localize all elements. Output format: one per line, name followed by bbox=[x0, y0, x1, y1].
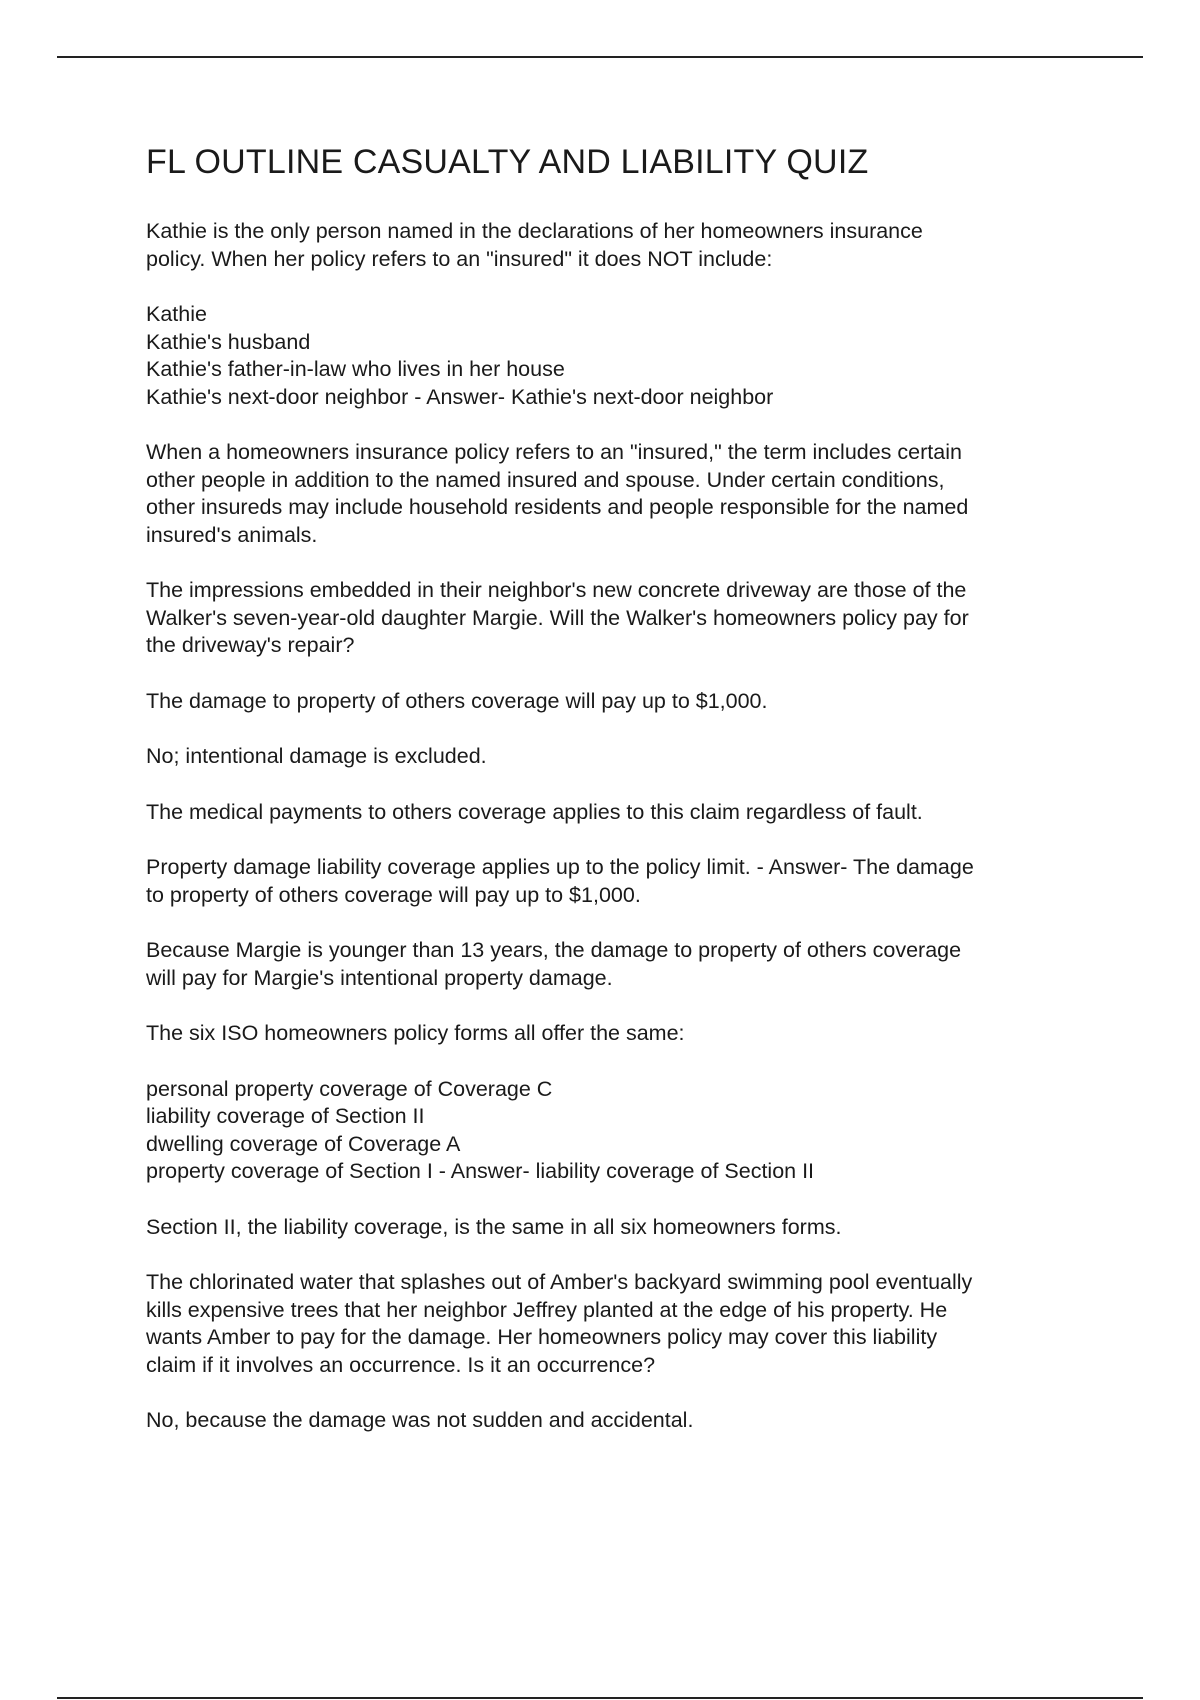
text-line: Kathie's next-door neighbor - Answer- Kathie's next-door neighbor bbox=[146, 384, 774, 409]
text-line: No; intentional damage is excluded. bbox=[146, 744, 487, 768]
paragraph bbox=[146, 799, 1106, 827]
text-line: will pay for Margie's intentional property damage. bbox=[146, 965, 613, 990]
text-line: Kathie's father-in-law who lives in her house bbox=[146, 357, 565, 381]
text-line: the driveway's repair? bbox=[146, 633, 355, 657]
paragraph bbox=[146, 1407, 1106, 1435]
text-line: policy. When her policy refers to an "insured" it does NOT include: bbox=[146, 246, 773, 271]
paragraph bbox=[146, 1214, 1106, 1242]
bottom-rule bbox=[57, 1697, 1143, 1699]
text-line: insured's animals. bbox=[146, 522, 318, 547]
text-line: Kathie is the only person named in the declarations of her homeowners insurance bbox=[146, 219, 923, 243]
text-line: dwelling coverage of Coverage A bbox=[146, 1131, 461, 1156]
paragraph bbox=[146, 577, 1106, 660]
paragraph bbox=[146, 301, 1106, 411]
top-rule bbox=[57, 56, 1143, 58]
paragraph bbox=[146, 218, 1106, 273]
text-line: other people in addition to the named insured and spouse. Under certain conditions, bbox=[146, 467, 945, 492]
paragraph bbox=[146, 439, 1106, 549]
text-line: Walker's seven-year-old daughter Margie. Will the Walker's homeowners policy pay for bbox=[146, 605, 969, 630]
paragraph bbox=[146, 937, 1106, 992]
paragraph bbox=[146, 1076, 1106, 1186]
paragraph bbox=[146, 854, 1106, 909]
text-line: The medical payments to others coverage applies to this claim regardless of fault. bbox=[146, 799, 923, 824]
paragraph bbox=[146, 1020, 1106, 1048]
text-line: wants Amber to pay for the damage. Her homeowners policy may cover this liability bbox=[146, 1325, 938, 1349]
text-line: other insureds may include household residents and people responsible for the named bbox=[146, 495, 969, 519]
text-line: personal property coverage of Coverage C bbox=[146, 1076, 553, 1101]
text-line: The six ISO homeowners policy forms all offer the same: bbox=[146, 1021, 685, 1045]
text-line: property coverage of Section I - Answer- liability coverage of Section II bbox=[146, 1159, 815, 1183]
paragraph bbox=[146, 688, 1106, 716]
text-line: When a homeowners insurance policy refers to an "insured," the term includes certain bbox=[146, 440, 962, 464]
text-line: Kathie bbox=[146, 302, 207, 326]
text-line: kills expensive trees that her neighbor Jeffrey planted at the edge of his property. He bbox=[146, 1297, 948, 1322]
text-line: The chlorinated water that splashes out of Amber's backyard swimming pool eventually bbox=[146, 1270, 973, 1294]
text-line: to property of others coverage will pay up to $1,000. bbox=[146, 882, 641, 907]
document-body bbox=[146, 142, 1106, 1463]
text-line: The damage to property of others coverage will pay up to $1,000. bbox=[146, 688, 768, 713]
text-line: Kathie's husband bbox=[146, 329, 311, 354]
paragraph bbox=[146, 743, 1106, 771]
text-line: Section II, the liability coverage, is the same in all six homeowners forms. bbox=[146, 1214, 842, 1239]
text-line: liability coverage of Section II bbox=[146, 1104, 425, 1128]
document-title: FL OUTLINE CASUALTY AND LIABILITY QUIZ bbox=[146, 143, 869, 181]
text-line: Property damage liability coverage applies up to the policy limit. - Answer- The damage bbox=[146, 855, 974, 879]
paragraph bbox=[146, 1269, 1106, 1379]
text-line: The impressions embedded in their neighbor's new concrete driveway are those of the bbox=[146, 578, 967, 602]
text-line: No, because the damage was not sudden and accidental. bbox=[146, 1408, 694, 1432]
text-line: Because Margie is younger than 13 years, the damage to property of others coverage bbox=[146, 938, 962, 962]
text-line: claim if it involves an occurrence. Is it an occurrence? bbox=[146, 1352, 656, 1377]
